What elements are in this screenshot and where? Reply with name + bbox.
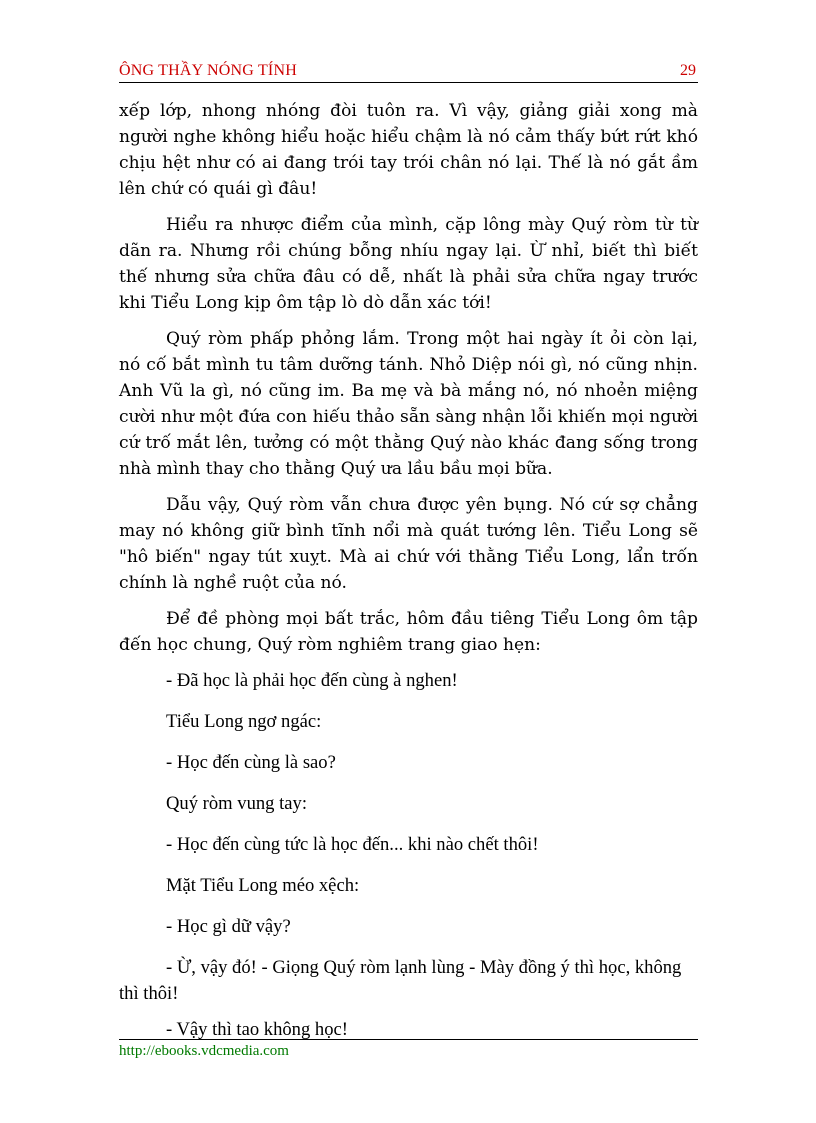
dialog-line: - Học đến cùng là sao? xyxy=(166,752,336,773)
page-body xyxy=(119,98,698,1058)
dialog-line: - Ừ, vậy đó! - Giọng Quý ròm lạnh lùng - Mày đồng ý thì học, không thì thôi! xyxy=(119,957,682,1004)
dialog-line: - Học đến cùng tức là học đến... khi nào chết thôi! xyxy=(166,834,539,855)
paragraph: Dẫu vậy, Quý ròm vẫn chưa được yên bụng. Nó cứ sợ chẳng may nó không giữ bình tĩnh nổi mà quát tướng lên. Tiểu Long sẽ "hô biến" ngay tút xuỵt. Mà ai chứ với thằng Tiểu Long, lẩn trốn chính là nghề ruột của nó. xyxy=(119,495,698,593)
dialog-line: Tiểu Long ngơ ngác: xyxy=(166,711,322,732)
paragraph: Hiểu ra nhược điểm của mình, cặp lông mày Quý ròm từ từ dãn ra. Nhưng rồi chúng bỗng nhíu ngay lại. Ừ nhỉ, biết thì biết thế nhưng sửa chữa đâu có dễ, nhất là phải sửa chữa ngay trước khi Tiểu Long kịp ôm tập lò dò dẫn xác tới! xyxy=(119,215,698,313)
dialog-line: - Học gì dữ vậy? xyxy=(166,916,291,937)
dialog-line: - Đã học là phải học đến cùng à nghen! xyxy=(166,670,458,691)
footer-url: http://ebooks.vdcmedia.com xyxy=(119,1043,289,1059)
running-header xyxy=(119,62,698,83)
dialog-line: - Vậy thì tao không học! xyxy=(166,1019,348,1040)
dialog-line: Mặt Tiểu Long méo xệch: xyxy=(166,875,360,896)
page-number: 29 xyxy=(680,62,696,79)
paragraph: Để đề phòng mọi bất trắc, hôm đầu tiêng Tiểu Long ôm tập đến học chung, Quý ròm nghiêm trang giao hẹn: xyxy=(119,609,698,655)
paragraph: Quý ròm phấp phỏng lắm. Trong một hai ngày ít ỏi còn lại, nó cố bắt mình tu tâm dưỡng tánh. Nhỏ Diệp nói gì, nó cũng nhịn. Anh Vũ la gì, nó cũng im. Ba mẹ và bà mắng nó, nó nhoẻn miệng cười như một đứa con hiếu thảo sẵn sàng nhận lỗi khiến mọi người cứ trố mắt lên, tưởng có một thằng Quý nào khác đang sống trong nhà mình thay cho thằng Quý ưa lầu bầu mọi bữa. xyxy=(119,329,698,479)
footer-divider xyxy=(119,1039,698,1040)
book-title: ÔNG THẦY NÓNG TÍNH xyxy=(119,62,297,79)
paragraph: xếp lớp, nhong nhóng đòi tuôn ra. Vì vậy, giảng giải xong mà người nghe không hiểu hoặc hiểu chậm là nó cảm thấy bứt rứt khó chịu hệt như có ai đang trói tay trói chân nó lại. Thế là nó gắt ầm lên chứ có quái gì đâu! xyxy=(119,101,698,199)
dialog-line: Quý ròm vung tay: xyxy=(166,793,307,814)
